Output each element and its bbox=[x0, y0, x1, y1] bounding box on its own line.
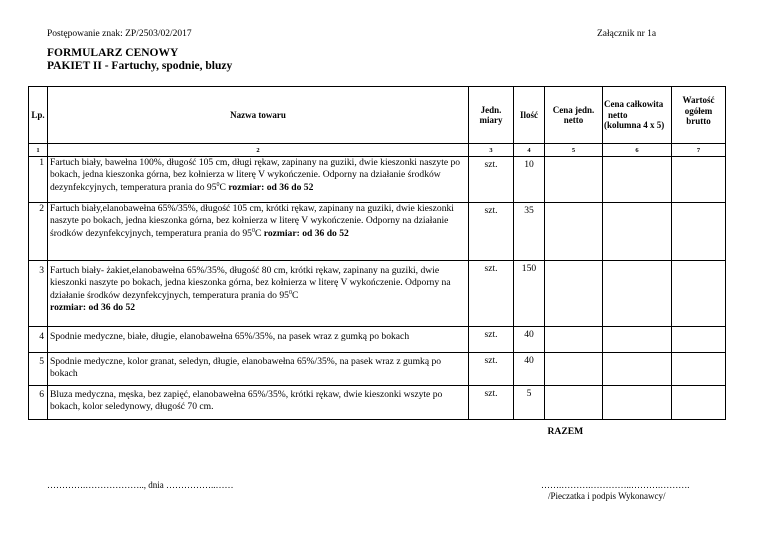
col-number: 3 bbox=[469, 144, 514, 157]
desc-text: Fartuch biały, bawełna 100%, długość 105 cm, długi rękaw, zapinany na guziki, dwie kieszonki naszyte po bokach, jedna kieszonka górna, bez kołnierza w literę V wykończenie. Odporny na działanie środków dezynfekcyjnych, temperatura prania do 95 bbox=[50, 157, 461, 194]
spacer bbox=[469, 420, 514, 445]
row-total-net-cell[interactable] bbox=[603, 203, 672, 261]
col-number: 5 bbox=[545, 144, 603, 157]
row-total-net-cell[interactable] bbox=[603, 386, 672, 420]
col-header-unit-price bbox=[545, 87, 603, 144]
row-qty: 10 bbox=[514, 157, 545, 203]
col-number: 1 bbox=[29, 144, 48, 157]
col-header-qty: Ilość bbox=[514, 87, 545, 144]
row-unit-price-cell[interactable] bbox=[545, 386, 603, 420]
degree-sup: 0 bbox=[216, 182, 220, 188]
razem-value-cell[interactable] bbox=[672, 420, 726, 445]
col-header-unit-line1: Jedn. bbox=[480, 104, 502, 115]
col-header-lp: Lp. bbox=[29, 87, 48, 144]
table-row bbox=[29, 353, 726, 386]
table-row bbox=[29, 157, 726, 203]
signature-label: /Pieczatka i podpis Wykonawcy/ bbox=[548, 491, 666, 501]
size-range: rozmiar: od 36 do 52 bbox=[228, 182, 314, 194]
row-description bbox=[48, 203, 469, 261]
col-header-total-net bbox=[603, 87, 672, 144]
total-row bbox=[29, 420, 726, 445]
col-header-unit-price-line2: netto bbox=[563, 115, 584, 125]
row-unit-price-cell[interactable] bbox=[545, 261, 603, 327]
col-header-total-line3: (kolumna 4 x 5) bbox=[604, 120, 665, 131]
row-unit: szt. bbox=[469, 203, 514, 261]
row-unit: szt. bbox=[469, 261, 514, 327]
header-row bbox=[29, 87, 726, 144]
table-row bbox=[29, 261, 726, 327]
spacer bbox=[48, 420, 469, 445]
degree-sup: 0 bbox=[251, 228, 255, 234]
degree-sup: 0 bbox=[288, 290, 292, 296]
row-unit: szt. bbox=[469, 157, 514, 203]
spacer bbox=[29, 420, 48, 445]
column-number-row bbox=[29, 144, 726, 157]
col-number: 6 bbox=[603, 144, 672, 157]
desc-text: Spodnie medyczne, kolor granat, seledyn, długie, elanobawełna 65%/35%, na pasek wraz z gumką po bokach bbox=[50, 356, 442, 379]
row-description bbox=[48, 386, 469, 420]
col-header-unit bbox=[469, 87, 514, 144]
row-qty: 5 bbox=[514, 386, 545, 420]
col-header-gross-line2: ogółem brutto bbox=[684, 105, 713, 126]
row-lp: 1 bbox=[29, 157, 48, 203]
row-unit-price-cell[interactable] bbox=[545, 157, 603, 203]
row-gross-cell[interactable] bbox=[672, 327, 726, 353]
size-range: rozmiar: od 36 do 52 bbox=[263, 228, 349, 240]
col-number: 2 bbox=[48, 144, 469, 157]
table-row bbox=[29, 327, 726, 353]
row-total-net-cell[interactable] bbox=[603, 327, 672, 353]
desc-unit: C bbox=[219, 182, 229, 194]
desc-text: Bluza medyczna, męska, bez zapięć, elanobawełna 65%/35%, krótki rękaw, dwie kieszonki wszyte po bokach, kolor seledynowy, długość 70 cm. bbox=[50, 389, 443, 412]
row-gross-cell[interactable] bbox=[672, 386, 726, 420]
desc-unit: C bbox=[254, 228, 264, 240]
col-header-name: Nazwa towaru bbox=[48, 87, 469, 144]
row-total-net-cell[interactable] bbox=[603, 353, 672, 386]
row-total-net-cell[interactable] bbox=[603, 261, 672, 327]
table-row bbox=[29, 203, 726, 261]
row-lp: 5 bbox=[29, 353, 48, 386]
col-header-gross bbox=[672, 87, 726, 144]
row-gross-cell[interactable] bbox=[672, 353, 726, 386]
case-reference: Postępowanie znak: ZP/2503/02/2017 bbox=[47, 29, 192, 39]
row-gross-cell[interactable] bbox=[672, 261, 726, 327]
row-qty: 35 bbox=[514, 203, 545, 261]
row-qty: 150 bbox=[514, 261, 545, 327]
col-header-total-line2: netto bbox=[608, 109, 628, 120]
col-number: 4 bbox=[514, 144, 545, 157]
row-unit-price-cell[interactable] bbox=[545, 353, 603, 386]
spacer bbox=[514, 420, 545, 445]
row-lp: 6 bbox=[29, 386, 48, 420]
desc-text: Fartuch biały,elanobawełna 65%/35%, długość 105 cm, krótki rękaw, zapinany na guziki, dwie kieszonki naszyte po bokach, jedna kieszonka górna, bez kołnierza w literę V wykończenie. Odporny na działanie środków dezynfekcyjnych, temperatura prania do 95 bbox=[50, 203, 454, 240]
form-title-line1: FORMULARZ CENOWY bbox=[47, 47, 179, 59]
desc-unit: C bbox=[291, 290, 299, 302]
col-header-unit-line2: miary bbox=[479, 115, 503, 125]
col-header-gross-line1: Wartość bbox=[682, 95, 715, 105]
row-description bbox=[48, 261, 469, 327]
row-unit: szt. bbox=[469, 386, 514, 420]
desc-text: Fartuch biały- żakiet,elanobawełna 65%/35%, długość 80 cm, krótki rękaw, zapinany na guziki, dwie kieszonki naszyte po bokach, jedna kieszonka górna, bez kołnierza w literę V wykończenie. Odporny na działanie środków dezynfekcyjnych, temperatura prania do 95 bbox=[50, 265, 451, 302]
place-date-line: ………….……………….., dnia ……………..…… bbox=[47, 480, 234, 490]
row-description bbox=[48, 327, 469, 353]
price-table bbox=[28, 86, 726, 444]
desc-text: Spodnie medyczne, białe, długie, elanobawełna 65%/35%, na pasek wraz z gumką po bokach bbox=[50, 331, 410, 342]
row-lp: 4 bbox=[29, 327, 48, 353]
col-header-unit-price-line1: Cena jedn. bbox=[552, 104, 595, 115]
col-number: 7 bbox=[672, 144, 726, 157]
row-gross-cell[interactable] bbox=[672, 203, 726, 261]
attachment-label: Załącznik nr 1a bbox=[597, 29, 657, 39]
row-unit-price-cell[interactable] bbox=[545, 203, 603, 261]
razem-label: RAZEM bbox=[547, 426, 584, 438]
signature-dots: …….……….…………..……….………. bbox=[541, 480, 690, 490]
row-qty: 40 bbox=[514, 327, 545, 353]
col-header-total-line1: Cena całkowita bbox=[604, 99, 664, 110]
row-unit: szt. bbox=[469, 327, 514, 353]
row-unit: szt. bbox=[469, 353, 514, 386]
row-description bbox=[48, 157, 469, 203]
row-lp: 2 bbox=[29, 203, 48, 261]
row-unit-price-cell[interactable] bbox=[545, 327, 603, 353]
table-row bbox=[29, 386, 726, 420]
row-lp: 3 bbox=[29, 261, 48, 327]
row-description bbox=[48, 353, 469, 386]
row-total-net-cell[interactable] bbox=[603, 157, 672, 203]
form-title bbox=[47, 47, 232, 73]
row-gross-cell[interactable] bbox=[672, 157, 726, 203]
row-qty: 40 bbox=[514, 353, 545, 386]
package-title: PAKIET II - Fartuchy, spodnie, bluzy bbox=[47, 60, 233, 72]
size-range: rozmiar: od 36 do 52 bbox=[50, 301, 136, 313]
